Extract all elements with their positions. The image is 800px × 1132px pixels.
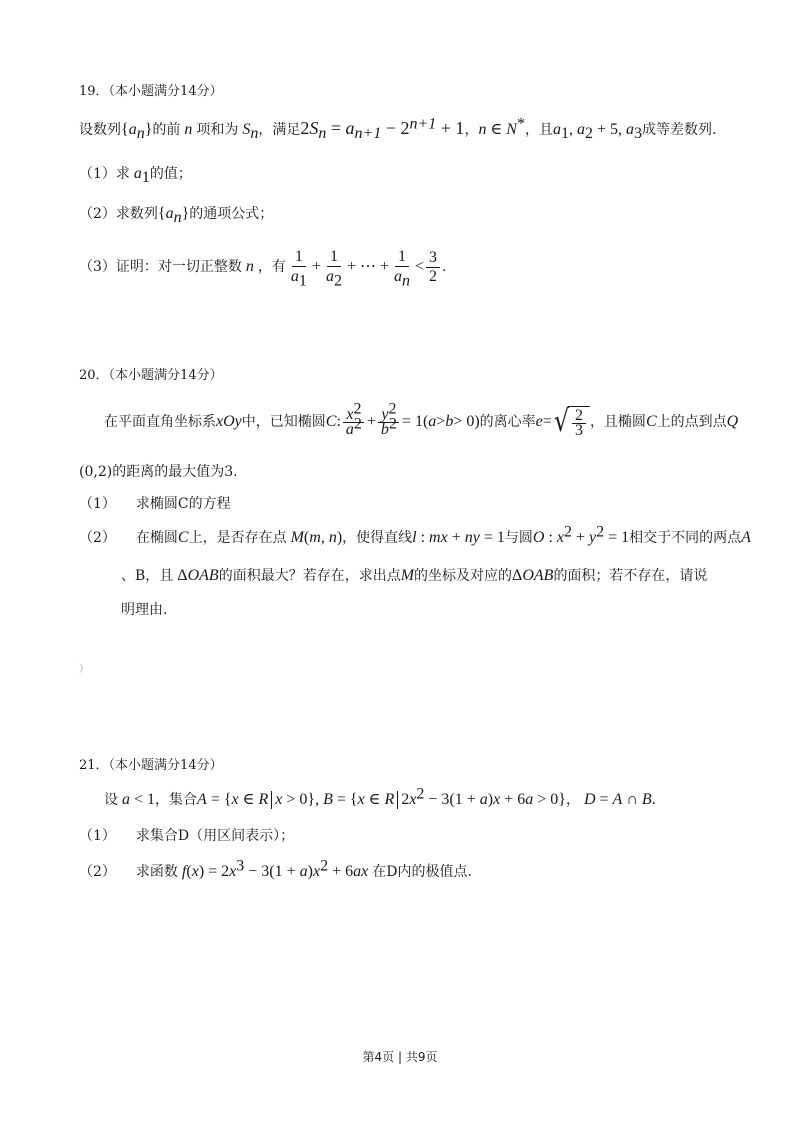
q19-part1: （1）求 $a_1$的值； bbox=[79, 165, 192, 186]
q21-header: 21．（本小题满分14分） bbox=[79, 758, 223, 773]
q20-part1: （1） 求椭圆C的方程 bbox=[79, 496, 231, 512]
q20-part2-line3: 明理由. bbox=[121, 602, 168, 618]
q21-part1: （1） 求集合D（用区间表示）； bbox=[79, 828, 295, 844]
q19-part3: （3）证明：对一切正整数 n ，有 $\frac{1}{a_1}$ + $\frac{1}{a_2}$ + ⋯ + $\frac{1}{a_n}$ < $\frac{3}{2}$ . bbox=[79, 248, 447, 290]
q20-part2-line2: 、B，且 ΔOAB的面积最大？若存在，求出点M的坐标及对应的ΔOAB的面积；若不存在，请说 bbox=[121, 567, 708, 584]
page-footer: 第4页 | 共9页 bbox=[362, 1050, 438, 1064]
q20-stem-line2: (0,2)的距离的最大值为3. bbox=[79, 464, 238, 480]
q20-stem: 在平面直角坐标系 xOy 中，已知椭圆 C : $\frac{x^2}{a^2}$ + $\frac{y^2}{b^2}$ = 1( a > b > 0) 的离心率 e = √ $\frac{2}{3}$ ，且椭圆 C 上的点到点 Q bbox=[104, 400, 739, 439]
q20-header: 20．（本小题满分14分） bbox=[79, 368, 223, 383]
q21-stem: 设 a < 1，集合A = {x ∈ R x > 0}, B = {x ∈ R $2x^2 - 3(1 + a)x + 6a > 0$}， D = A ∩ B. bbox=[104, 785, 657, 808]
q19-header: 19．（本小题满分14分） bbox=[79, 84, 223, 99]
q19-stem: 设数列$\{a_n\}$的前 n 项和为 $S_n$，满足$2S_n = a_{n+1} - 2^{n+1} + 1$，n ∈ N*，且$a_1$, $a_2 + 5$, $a_3$成等差数列. bbox=[79, 115, 717, 142]
stray-mark: ） bbox=[79, 664, 89, 675]
q20-part2: （2） 在椭圆C上，是否存在点 M(m, n)，使得直线l : mx + ny = 1与圆O : $x^2 + y^2 = 1$相交于不同的两点A bbox=[79, 523, 751, 546]
q21-part2: （2） 求函数 $f(x) = 2x^3 - 3(1 + a)x^2 + 6ax$ 在D内的极值点. bbox=[79, 857, 472, 880]
q19-part2: （2）求数列$\{a_n\}$的通项公式； bbox=[79, 205, 274, 226]
